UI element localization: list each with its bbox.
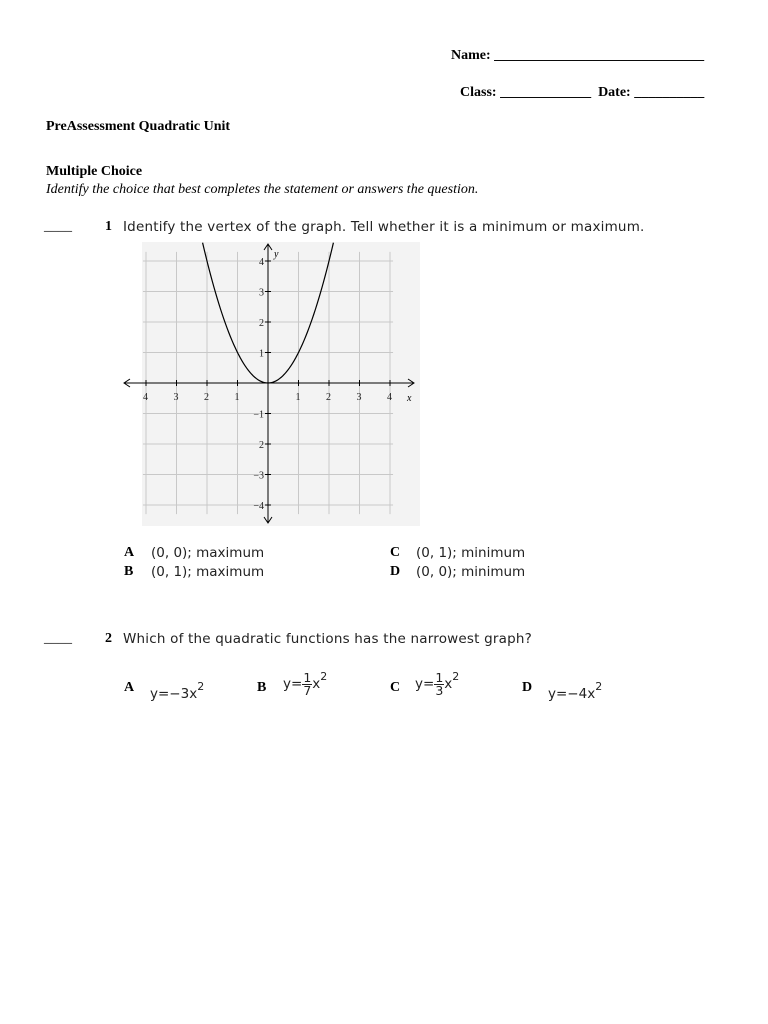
y-tick-label: −4 — [253, 501, 264, 512]
exponent: 2 — [595, 680, 603, 693]
section-heading: Multiple Choice — [46, 164, 143, 179]
equation-text: y=−4x — [548, 686, 596, 702]
name-blank[interactable]: ______________________________ — [494, 48, 705, 63]
y-tick-label: 3 — [259, 287, 264, 299]
question-number: 2 — [105, 631, 112, 646]
date-label: Date: — [598, 85, 631, 100]
document-title: PreAssessment Quadratic Unit — [46, 119, 231, 134]
x-tick-label: 1 — [234, 392, 240, 403]
y-tick-label: 4 — [259, 257, 264, 268]
answer-blank-q1[interactable]: ____ — [44, 219, 72, 234]
choice-d[interactable]: (0, 0); minimum — [416, 564, 526, 580]
y-tick-label: 2 — [259, 318, 264, 329]
y-tick-label: 1 — [259, 348, 264, 360]
parabola-graph — [118, 240, 420, 530]
fraction-denominator: 7 — [303, 682, 312, 698]
equation-text: y= — [283, 676, 303, 692]
choice-letter-a: A — [124, 545, 135, 560]
choice-letter-b: B — [257, 680, 267, 695]
equation-text: y=−3x — [150, 686, 198, 702]
class-label: Class: — [460, 85, 497, 100]
choice-a[interactable]: (0, 0); maximum — [151, 545, 265, 561]
x-tick-label: 2 — [326, 392, 331, 403]
fraction-numerator: 1 — [303, 669, 312, 685]
x-tick-label: 3 — [173, 392, 179, 403]
x-tick-label: 4 — [143, 392, 148, 403]
choice-letter-d: D — [522, 680, 533, 695]
exponent: 2 — [320, 670, 328, 683]
fraction — [434, 669, 444, 698]
question-text: Which of the quadratic functions has the narrowest graph? — [123, 631, 532, 647]
date-blank[interactable]: __________ — [634, 85, 705, 100]
exponent: 2 — [452, 670, 460, 683]
choice-a-equation[interactable] — [150, 680, 204, 702]
exponent: 2 — [197, 680, 205, 693]
question-text: Identify the vertex of the graph. Tell whether it is a minimum or maximum. — [123, 219, 645, 235]
choice-letter-d: D — [390, 564, 401, 579]
x-tick-label: 4 — [387, 392, 392, 403]
equation-text: y= — [415, 676, 435, 692]
x-tick-label: 2 — [204, 392, 209, 403]
section-instructions: Identify the choice that best completes the statement or answers the question. — [46, 182, 479, 197]
x-tick-label: 1 — [295, 392, 301, 403]
fraction — [302, 669, 312, 698]
x-tick-label: 3 — [356, 392, 362, 403]
choice-c-equation[interactable] — [415, 670, 459, 697]
name-line — [451, 48, 704, 64]
graph-background — [142, 242, 420, 526]
question-number: 1 — [105, 219, 112, 234]
choice-b[interactable]: (0, 1); maximum — [151, 564, 265, 580]
y-tick-label: 2 — [259, 440, 264, 451]
choice-b-equation[interactable] — [283, 670, 327, 697]
y-tick-label: −3 — [253, 470, 264, 482]
fraction-numerator: 1 — [435, 669, 444, 685]
y-tick-label: −1 — [253, 409, 264, 421]
x-axis-label: x — [407, 393, 412, 404]
name-label: Name: — [451, 48, 491, 63]
choice-c[interactable]: (0, 1); minimum — [416, 545, 526, 561]
choice-letter-a: A — [124, 680, 135, 695]
equation-variable: x — [444, 676, 453, 692]
choice-letter-c: C — [390, 545, 401, 560]
equation-variable: x — [312, 676, 321, 692]
class-blank[interactable]: _____________ — [500, 85, 592, 100]
y-axis-label: y — [274, 249, 279, 260]
choice-letter-b: B — [124, 564, 134, 579]
answer-blank-q2[interactable]: ____ — [44, 631, 72, 646]
choice-letter-c: C — [390, 680, 401, 695]
choice-d-equation[interactable] — [548, 680, 602, 702]
fraction-denominator: 3 — [435, 682, 444, 698]
class-date-line — [460, 85, 704, 101]
